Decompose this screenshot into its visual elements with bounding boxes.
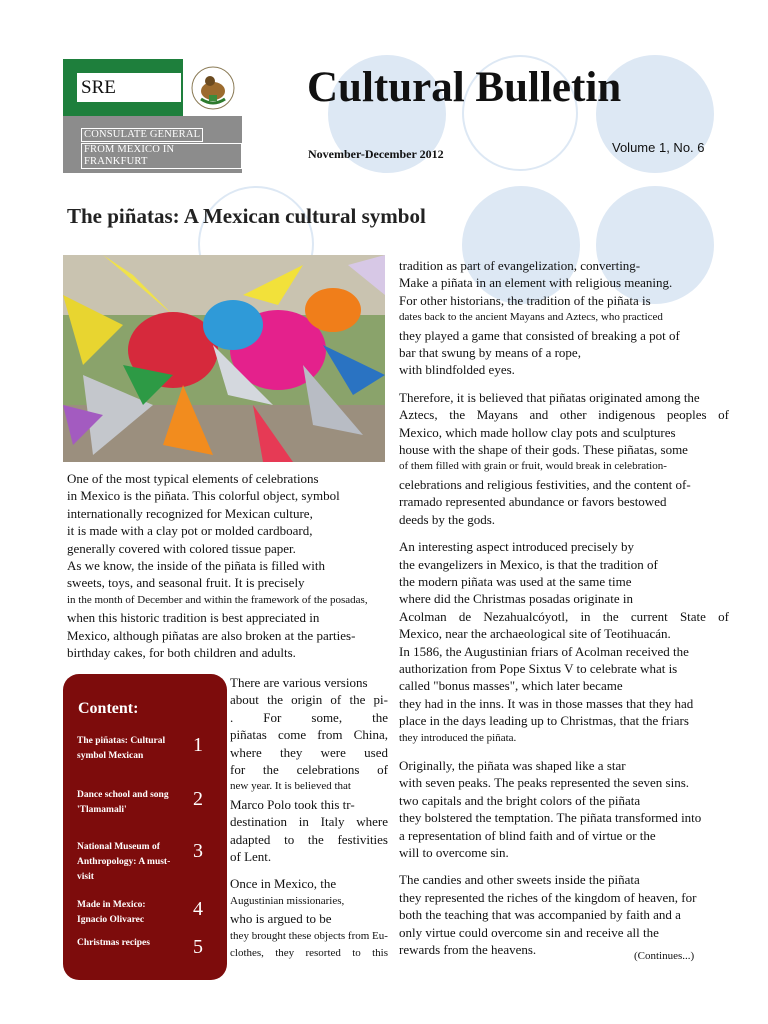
mexican-eagle-emblem: [183, 59, 242, 116]
toc-item[interactable]: Made in Mexico: Ignacio Olivarec 4: [77, 898, 203, 925]
consulate-logo: [63, 59, 242, 173]
toc-item[interactable]: Christmas recipes 5: [77, 936, 203, 958]
issue-date: November-December 2012: [308, 147, 444, 161]
issue-volume: Volume 1, No. 6: [612, 140, 705, 155]
bulletin-title: Cultural Bulletin: [307, 64, 622, 111]
toc-item[interactable]: The piñatas: Cultural symbol Mexican 1: [77, 734, 203, 761]
toc-item[interactable]: National Museum of Anthropology: A must-visit 3: [77, 840, 203, 882]
contents-heading: Content:: [78, 700, 139, 717]
continues-note: (Continues...): [634, 950, 695, 962]
article-right-column: tradition as part of evangelization, converting- Make a piñata in an element with religious meaning. For other historians, the tradition of the piñata is dates back to the ancient Mayans and Aztecs, who practiced they played a game that consisted of breaking a pot of bar that swung by means of a rope, with blindfolded eyes. Therefore, it is believed that piñatas originated among the Aztecs, the Mayans and other indigenous peoples of Mexico, which made hollow clay pots and sculptures house with the shape of their gods. These piñatas, some of them filled with grain or fruit, would break in celebration- celebrations and religious festivities, and the content of- rramado represented abundance or favors bestowed deeds by the gods. An interesting aspect introduced precisely by the evangelizers in Mexico, is that the tradition of the modern piñata was used at the same time where did the Christmas posadas originate in Acolman de Nezahualcóyotl, in the current State of Mexico, near the archaeological site of Teotihuacán. In 1586, the Augustinian friars of Acolman received the authorization from Pope Sixtus V to celebrate what is called "bonus masses", which later became they had in the inns. It was in those masses that they had place in the days leading up to Christmas, that the friars they introduced the piñata. Originally, the piñata was shaped like a star with seven peaks. The peaks represented the seven sins. two capitals and the bright colors of the piñata they bolstered the temptation. The piñata transformed into a representation of blind faith and of virtue or the will to overcome sin. The candies and other sweets inside the piñata they represented the riches of the kingdom of heaven, for both the teaching that was accompanied by faith and a only virtue could overcome sin and receive all the rewards from the heavens.: [399, 258, 729, 958]
article-headline: The piñatas: A Mexican cultural symbol: [67, 204, 426, 228]
contents-box: [63, 674, 227, 980]
toc-item[interactable]: Dance school and song 'Tlamamali' 2: [77, 788, 203, 815]
article-middle-column: There are various versions about the origin of the pi- . For some, the piñatas come from China, where they were used for the celebrations of new year. It is believed that Marco Polo took this tr- destination in Italy where adapted to the festivities of Lent. Once in Mexico, the Augustinian missionaries, who is argued to be they brought these objects from Eu- clothes, they resorted to this: [230, 675, 388, 960]
consulate-name: CONSULATE GENERAL FROM MEXICO IN FRANKFURT: [81, 128, 242, 170]
article-intro: One of the most typical elements of celebrations in Mexico is the piñata. This colorful object, symbol internationally recognized for Mexican culture, it is made with a clay pot or molded cardboard, generally covered with colored tissue paper. As we know, the inside of the piñata is filled with sweets, toys, and seasonal fruit. It is precisely in the month of December and within the framework of the posadas, when this historic tradition is best appreciated in Mexico, although piñatas are also broken at the parties- birthday cakes, for both children and adults.: [67, 471, 368, 661]
sre-label: SRE: [77, 73, 181, 102]
pinata-photo: [63, 255, 385, 462]
